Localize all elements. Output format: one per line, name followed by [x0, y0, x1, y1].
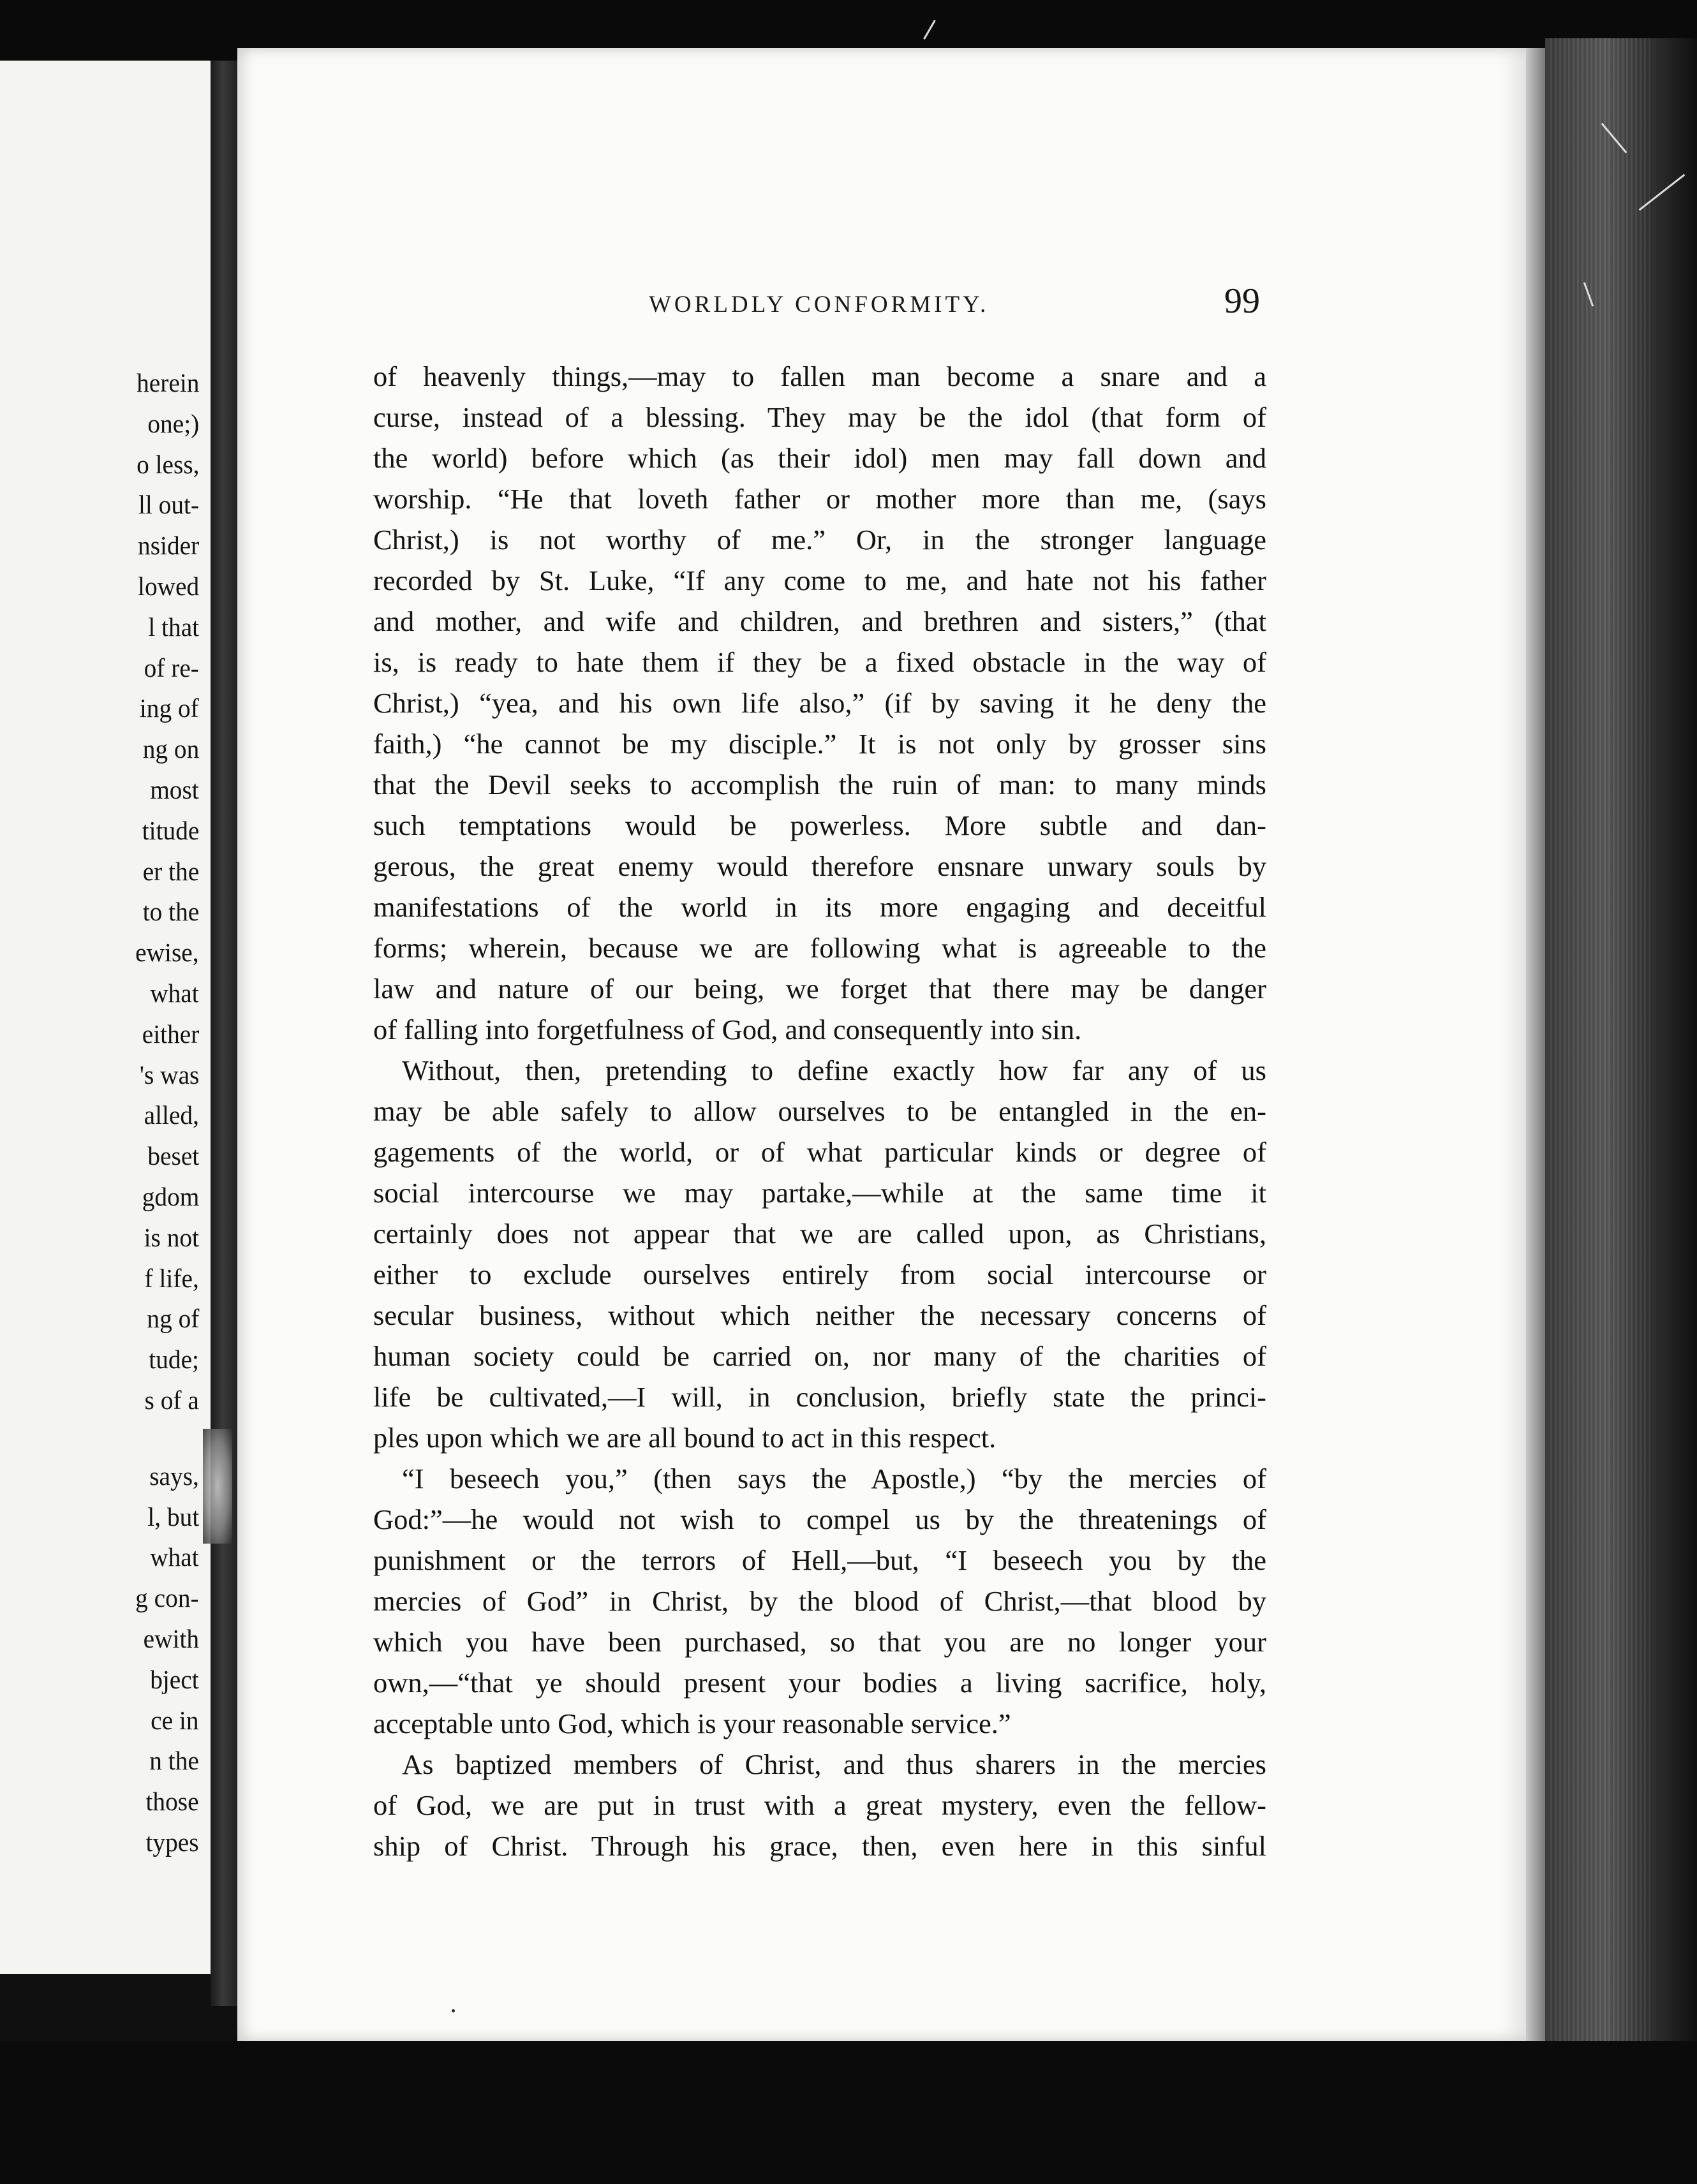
text-line: that the Devil seeks to accomplish the ruin of man: to many minds — [373, 769, 1266, 801]
left-page-fragment: bject — [150, 1665, 199, 1694]
text-line: recorded by St. Luke, “If any come to me, and hate not his father — [373, 564, 1266, 596]
text-line: secular business, without which neither the necessary concerns of — [373, 1299, 1266, 1331]
left-page-fragment: alled, — [144, 1100, 199, 1130]
text-line: human society could be carried on, nor many of the charities of — [373, 1340, 1266, 1372]
left-page-fragment: ewith — [143, 1624, 199, 1653]
text-line: curse, instead of a blessing. They may be the idol (that form of — [373, 401, 1266, 433]
left-page-fragment: gdom — [142, 1182, 199, 1211]
text-line: of falling into forgetfulness of God, and consequently into sin. — [373, 1014, 1082, 1045]
text-line: forms; wherein, because we are following what is agreeable to the — [373, 932, 1266, 964]
left-page-fragment: to the — [142, 897, 199, 926]
left-page-fragment: what — [150, 1542, 199, 1572]
text-line: which you have been purchased, so that you are no longer your — [373, 1626, 1266, 1658]
text-line: ples upon which we are all bound to act in this respect. — [373, 1422, 997, 1454]
text-line: social intercourse we may partake,—while at the same time it — [373, 1177, 1266, 1209]
left-page-fragment: titude — [142, 816, 199, 845]
left-page-fragment: n the — [149, 1746, 199, 1775]
text-line: Without, then, pretending to define exactly how far any of us — [402, 1054, 1266, 1086]
text-line: of God, we are put in trust with a great mystery, even the fellow- — [373, 1789, 1266, 1821]
text-line: As baptized members of Christ, and thus sharers in the mercies — [402, 1748, 1266, 1780]
left-page-fragment: er the — [142, 857, 199, 886]
text-line: Christ,) is not worthy of me.” Or, in the stronger language — [373, 524, 1266, 556]
text-line: certainly does not appear that we are called upon, as Christians, — [373, 1218, 1266, 1250]
gutter-stain — [203, 1429, 232, 1544]
left-page-fragment: g con- — [135, 1583, 199, 1612]
left-page-fragment: o less, — [136, 450, 199, 479]
text-line: and mother, and wife and children, and brethren and sisters,” (that — [373, 605, 1266, 637]
speck — [452, 2009, 455, 2012]
left-page-fragment: nsider — [137, 531, 199, 560]
page-number: 99 — [1224, 281, 1260, 321]
text-line: ship of Christ. Through his grace, then, even here in this sinful — [373, 1830, 1266, 1862]
text-line: law and nature of our being, we forget that there may be danger — [373, 973, 1266, 1005]
left-page-fragment: beset — [147, 1141, 199, 1170]
left-page-fragment: of re- — [144, 653, 199, 682]
left-page-fragment: ce in — [151, 1706, 199, 1735]
text-line: life be cultivated,—I will, in conclusion, briefly state the princi- — [373, 1381, 1266, 1413]
left-page-fragment: ng of — [147, 1304, 199, 1333]
left-page-fragment: ll out- — [138, 490, 199, 519]
left-page-fragment: l that — [148, 612, 199, 642]
left-page-fragment: says, — [149, 1461, 199, 1491]
left-page-fragment: ing of — [140, 693, 199, 723]
text-line: is, is ready to hate them if they be a fixed obstacle in the way of — [373, 646, 1266, 678]
text-line: punishment or the terrors of Hell,—but, “I beseech you by the — [373, 1544, 1266, 1576]
left-page-fragment: ewise, — [135, 938, 199, 967]
left-page-fragment: s of a — [144, 1385, 199, 1415]
left-page-fragment: one;) — [147, 409, 199, 438]
fore-edge-texture — [1550, 38, 1652, 2041]
left-page-fragment: f life, — [144, 1264, 199, 1293]
text-line: “I beseech you,” (then says the Apostle,) “by the mercies of — [402, 1463, 1266, 1494]
left-page-fragment: ng on — [142, 734, 199, 764]
left-page-fragment: lowed — [137, 572, 199, 601]
left-page-fragment: those — [145, 1787, 199, 1816]
text-line: such temptations would be powerless. More subtle and dan- — [373, 809, 1266, 841]
text-line: mercies of God” in Christ, by the blood of Christ,—that blood by — [373, 1585, 1266, 1617]
left-page-fragment: 's was — [139, 1060, 199, 1089]
left-page-fragment: herein — [136, 368, 199, 397]
text-line: may be able safely to allow ourselves to be entangled in the en- — [373, 1095, 1266, 1127]
left-page-fragment: types — [145, 1827, 199, 1857]
text-line: Christ,) “yea, and his own life also,” (if by saving it he deny the — [373, 687, 1266, 719]
bottom-scan-border — [0, 2041, 1697, 2184]
text-line: either to exclude ourselves entirely from social intercourse or — [373, 1258, 1266, 1290]
text-line: gerous, the great enemy would therefore ensnare unwary souls by — [373, 850, 1266, 882]
text-line: faith,) “he cannot be my disciple.” It is not only by grosser sins — [373, 728, 1266, 760]
text-line: manifestations of the world in its more engaging and deceitful — [373, 891, 1266, 923]
text-line: of heavenly things,—may to fallen man become a snare and a — [373, 360, 1266, 392]
left-page-fragment: tude; — [149, 1345, 199, 1374]
text-line: worship. “He that loveth father or mother more than me, (says — [373, 483, 1266, 515]
text-line: own,—“that ye should present your bodies a living sacrifice, holy, — [373, 1667, 1266, 1699]
book-gutter — [211, 61, 241, 2006]
running-head: WORLDLY CONFORMITY. — [649, 291, 989, 318]
left-page-fragment: is not — [144, 1223, 199, 1252]
text-line: acceptable unto God, which is your reasonable service.” — [373, 1708, 1011, 1739]
page-edge-shadow — [1526, 48, 1545, 2041]
left-page-fragment: what — [150, 978, 199, 1008]
left-page — [0, 61, 214, 1974]
text-line: the world) before which (as their idol) men may fall down and — [373, 442, 1266, 474]
left-page-fragment: either — [142, 1019, 199, 1049]
text-line: God:”—he would not wish to compel us by the threatenings of — [373, 1503, 1266, 1535]
text-line: gagements of the world, or of what particular kinds or degree of — [373, 1136, 1266, 1168]
left-page-fragment: most — [150, 775, 199, 804]
left-page-fragment: l, but — [147, 1502, 199, 1531]
